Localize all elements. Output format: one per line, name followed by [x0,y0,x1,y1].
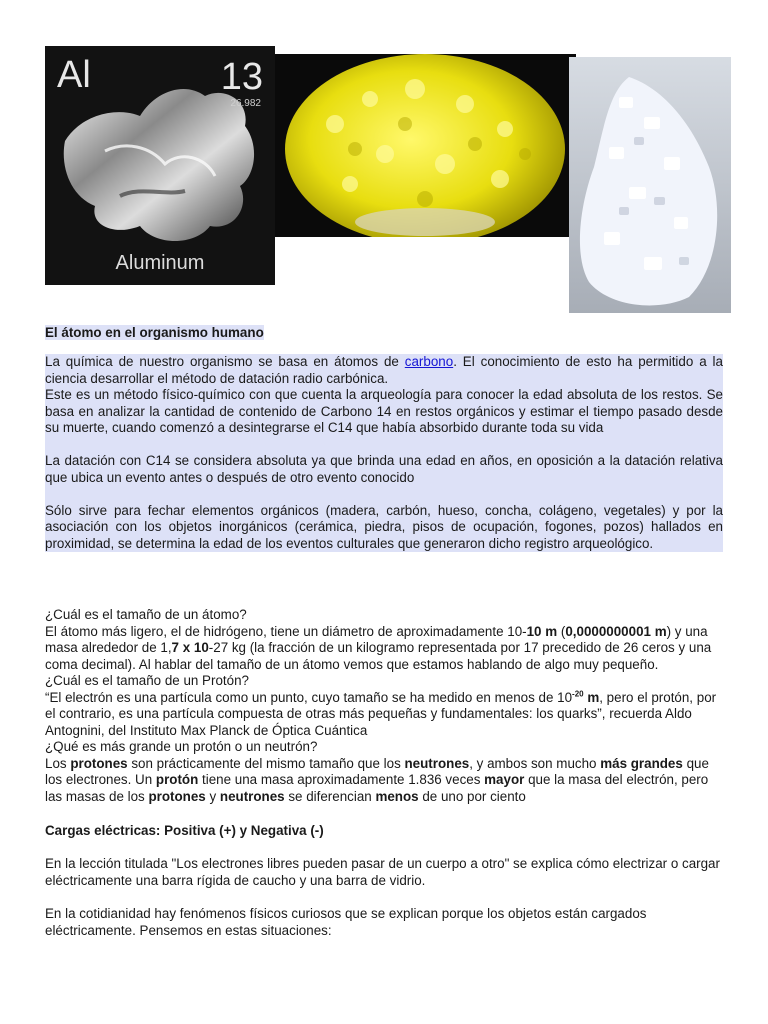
atomic-mass: 26.982 [230,98,261,109]
paragraph-text: La química de nuestro organismo se basa en átomos de [45,354,405,369]
answer-atom-size: El átomo más ligero, el de hidrógeno, tiene un diámetro de aproximadamente 10-10 m (0,0000000001 m) y una masa alrededor de 1,7 x 10-27 kg (la fracción de un kilogramo representada por 17 precedido de 26 ceros y una coma decimal). Al hablar del tamaño de un átomo vemos que estamos hablando de algo muy pequeño. [45,623,712,672]
paragraph-electrify [45,856,723,889]
atomic-number: 13 [220,56,263,98]
answer-proton-neutron: Los protones son prácticamente del mismo tamaño que los neutrones, y ambos son mucho más grandes que los electrones. Un protón tiene una masa aproximadamente 1.836 veces mayor que la masa del electrón, pero las masas de los protones y neutrones se diferencian menos de uno por ciento [45,755,709,804]
question-atom-size: ¿Cuál es el tamaño de un átomo? [45,607,247,622]
salt-image [569,57,731,313]
answer-proton-size: “El electrón es una partícula como un punto, cuyo tamaño se ha medido en menos de $10^{-20}$ m, pero el protón, por el contrario, es una partícula compuesta de otras más pequeñas y fundamentales: los quarks”, recuerda Aldo Antognini, del Instituto Max Planck de Óptica Cuántica [45,689,717,738]
salt-crystals-graphic [569,57,731,313]
paragraph-line: En la cotidianidad hay fenómenos físicos curiosos que se explican porque los objetos están cargados [45,906,647,921]
question-proton-size: ¿Cuál es el tamaño de un Protón? [45,673,249,688]
paragraph-text: En la lección titulada "Los electrones libres pueden pasar de un cuerpo a otro" se explica cómo electrizar o cargar eléctricamente una barra rígida de caucho y una barra de vidrio. [45,856,720,888]
heading-text: Cargas eléctricas: Positiva (+) y Negativa (-) [45,823,324,838]
paragraph-everyday [45,906,723,939]
atom-size-block [45,607,723,805]
question-proton-neutron: ¿Qué es más grande un protón o un neutrón? [45,739,318,754]
paragraph-dating-method: Este es un método físico-químico con que cuenta la arqueología para conocer la edad absoluta de los restos. Se basa en analizar la cantidad de contenido de Carbono 14 en restos orgánicos y estimar el tiempo pasado desde su muerte, cuando comenzó a desintegrarse el C14 que había absorbido durante toda su vida [45,387,723,435]
paragraph-organic-elements: Sólo sirve para fechar elementos orgánicos (madera, carbón, hueso, concha, colágeno, vegetales) y por la asociación con los objetos inorgánicos (cerámica, piedra, pisos de ocupación, fogones, pozos) hallados en proximidad, se determina la edad de los eventos culturales que generaron dicho registro arqueológico. [45,502,723,551]
paragraph-text: . El conocimiento de esto ha permitido a la ciencia desarrollar el método de datación radio carbónica. [45,354,723,386]
paragraph-line: eléctricamente. Pensemos en estas situaciones: [45,922,332,938]
heading-text: El átomo en el organismo humano [45,325,264,340]
sulfur-crystal-graphic [275,54,576,237]
charges-heading [45,823,723,840]
sulfur-image [275,54,576,237]
paragraph-carbon [45,354,723,552]
section-heading-atom-body [45,325,723,342]
highlighted-block [45,354,723,552]
element-name: Aluminum [115,252,205,274]
paragraph-absolute-dating: La datación con C14 se considera absoluta ya que brinda una edad en años, en oposición a la datación relativa que ubica un evento antes o después de otro evento conocido [45,453,723,485]
element-symbol: Al [57,54,91,96]
aluminum-image [45,46,275,285]
carbono-link[interactable]: carbono [404,354,454,369]
